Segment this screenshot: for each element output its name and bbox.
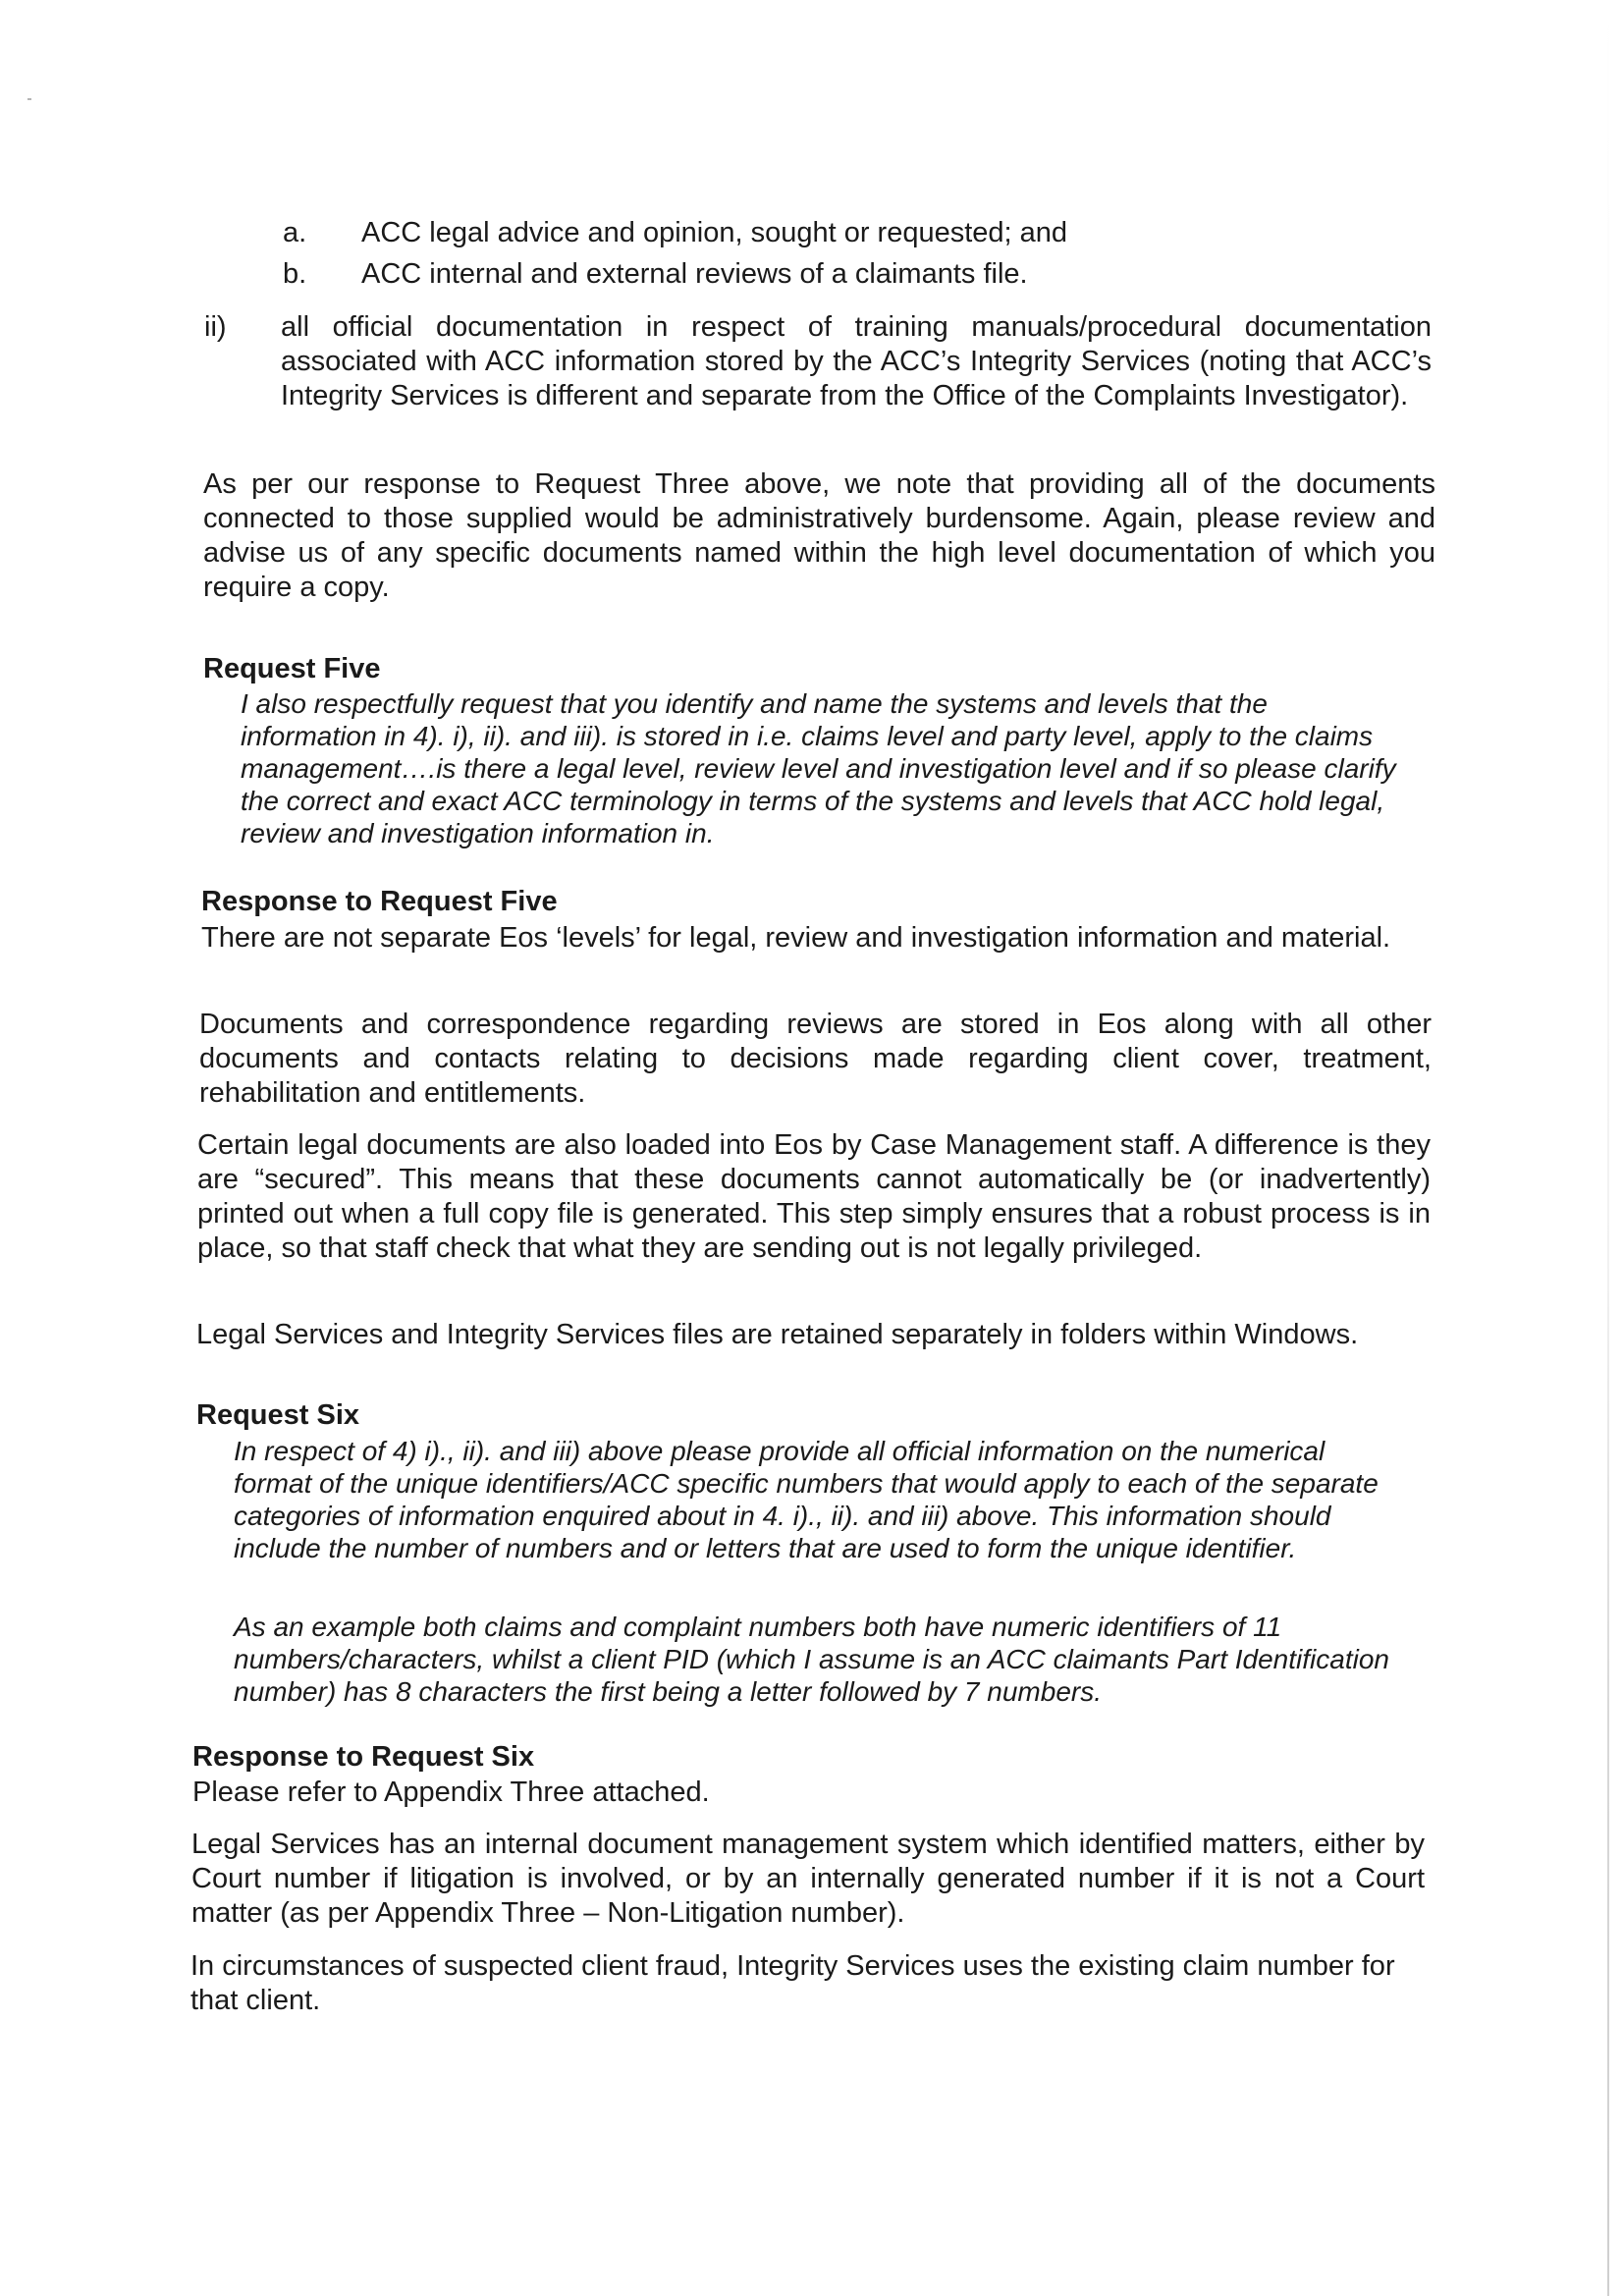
list-marker: ii) [204,311,227,343]
response-six-paragraph: In circumstances of suspected client fraud, Integrity Services uses the existing claim number for that client. [190,1950,1395,2016]
list-item-text: ACC internal and external reviews of a claimants file. [361,258,1028,290]
response-five-paragraph: There are not separate Eos ‘levels’ for legal, review and investigation information and material. [201,922,1391,954]
list-item-b [283,257,1432,293]
list-marker: a. [283,217,307,248]
response-five-paragraph: Documents and correspondence regarding reviews are stored in Eos along with all other documents and contacts relating to decisions made regarding client cover, treatment, rehabilitation and entitlements. [199,1009,1432,1109]
list-marker: b. [283,258,307,290]
response-paragraph: As per our response to Request Three above, we note that providing all of the documents connected to those supplied would be administratively burdensome. Again, please review and advise us of any specific documents named within the high level documentation of which you require a copy. [203,468,1435,603]
scan-edge-shadow [1607,0,1609,2296]
request-six-heading: Request Six [196,1399,359,1431]
response-five-heading: Response to Request Five [201,886,558,917]
request-six-text: In respect of 4) i)., ii). and iii) above please provide all official information on the numerical format of the unique identifiers/ACC specific numbers that would apply to each of the separate categories of information enquired about in 4. i)., ii). and iii) above. This information should include the number of numbers and or letters that are used to form the unique identifier. [234,1436,1379,1563]
response-six-heading: Response to Request Six [192,1741,535,1773]
response-six-paragraph: Legal Services has an internal document management system which identified matters, either by Court number if litigation is involved, or by an internally generated number if it is not a Court matter (as per Appendix Three – Non-Litigation number). [191,1829,1425,1929]
request-six-text: As an example both claims and complaint numbers both have numeric identifiers of 11 numbers/characters, whilst a client PID (which I assume is an ACC claimants Part Identification number) has 8 characters the first being a letter followed by 7 numbers. [234,1612,1389,1707]
scan-speck [27,98,31,100]
request-five-heading: Request Five [203,653,381,684]
response-five-paragraph: Certain legal documents are also loaded into Eos by Case Management staff. A difference is they are “secured”. This means that these documents cannot automatically be (or inadvertently) printed out when a full copy file is generated. This step simply ensures that a robust process is in place, so that staff check that what they are sending out is not legally privileged. [197,1129,1431,1264]
response-five-paragraph: Legal Services and Integrity Services files are retained separately in folders within Windows. [196,1319,1359,1350]
list-item-ii [204,310,1436,448]
response-six-paragraph: Please refer to Appendix Three attached. [192,1777,710,1808]
request-five-text: I also respectfully request that you identify and name the systems and levels that the information in 4). i), ii). and iii). is stored in i.e. claims level and party level, apply to the claims management….is there a legal level, review level and investigation level and if so please clarify the correct and exact ACC terminology in terms of the systems and levels that ACC hold legal, review and investigation information in. [241,688,1396,848]
list-item-a [283,216,1432,251]
list-item-text: all official documentation in respect of training manuals/procedural documentation associated with ACC information stored by the ACC’s Integrity Services (noting that ACC’s Integrity Services is different and separate from the Office of the Complaints Investigator). [281,311,1432,411]
list-item-text: ACC legal advice and opinion, sought or requested; and [361,217,1068,248]
